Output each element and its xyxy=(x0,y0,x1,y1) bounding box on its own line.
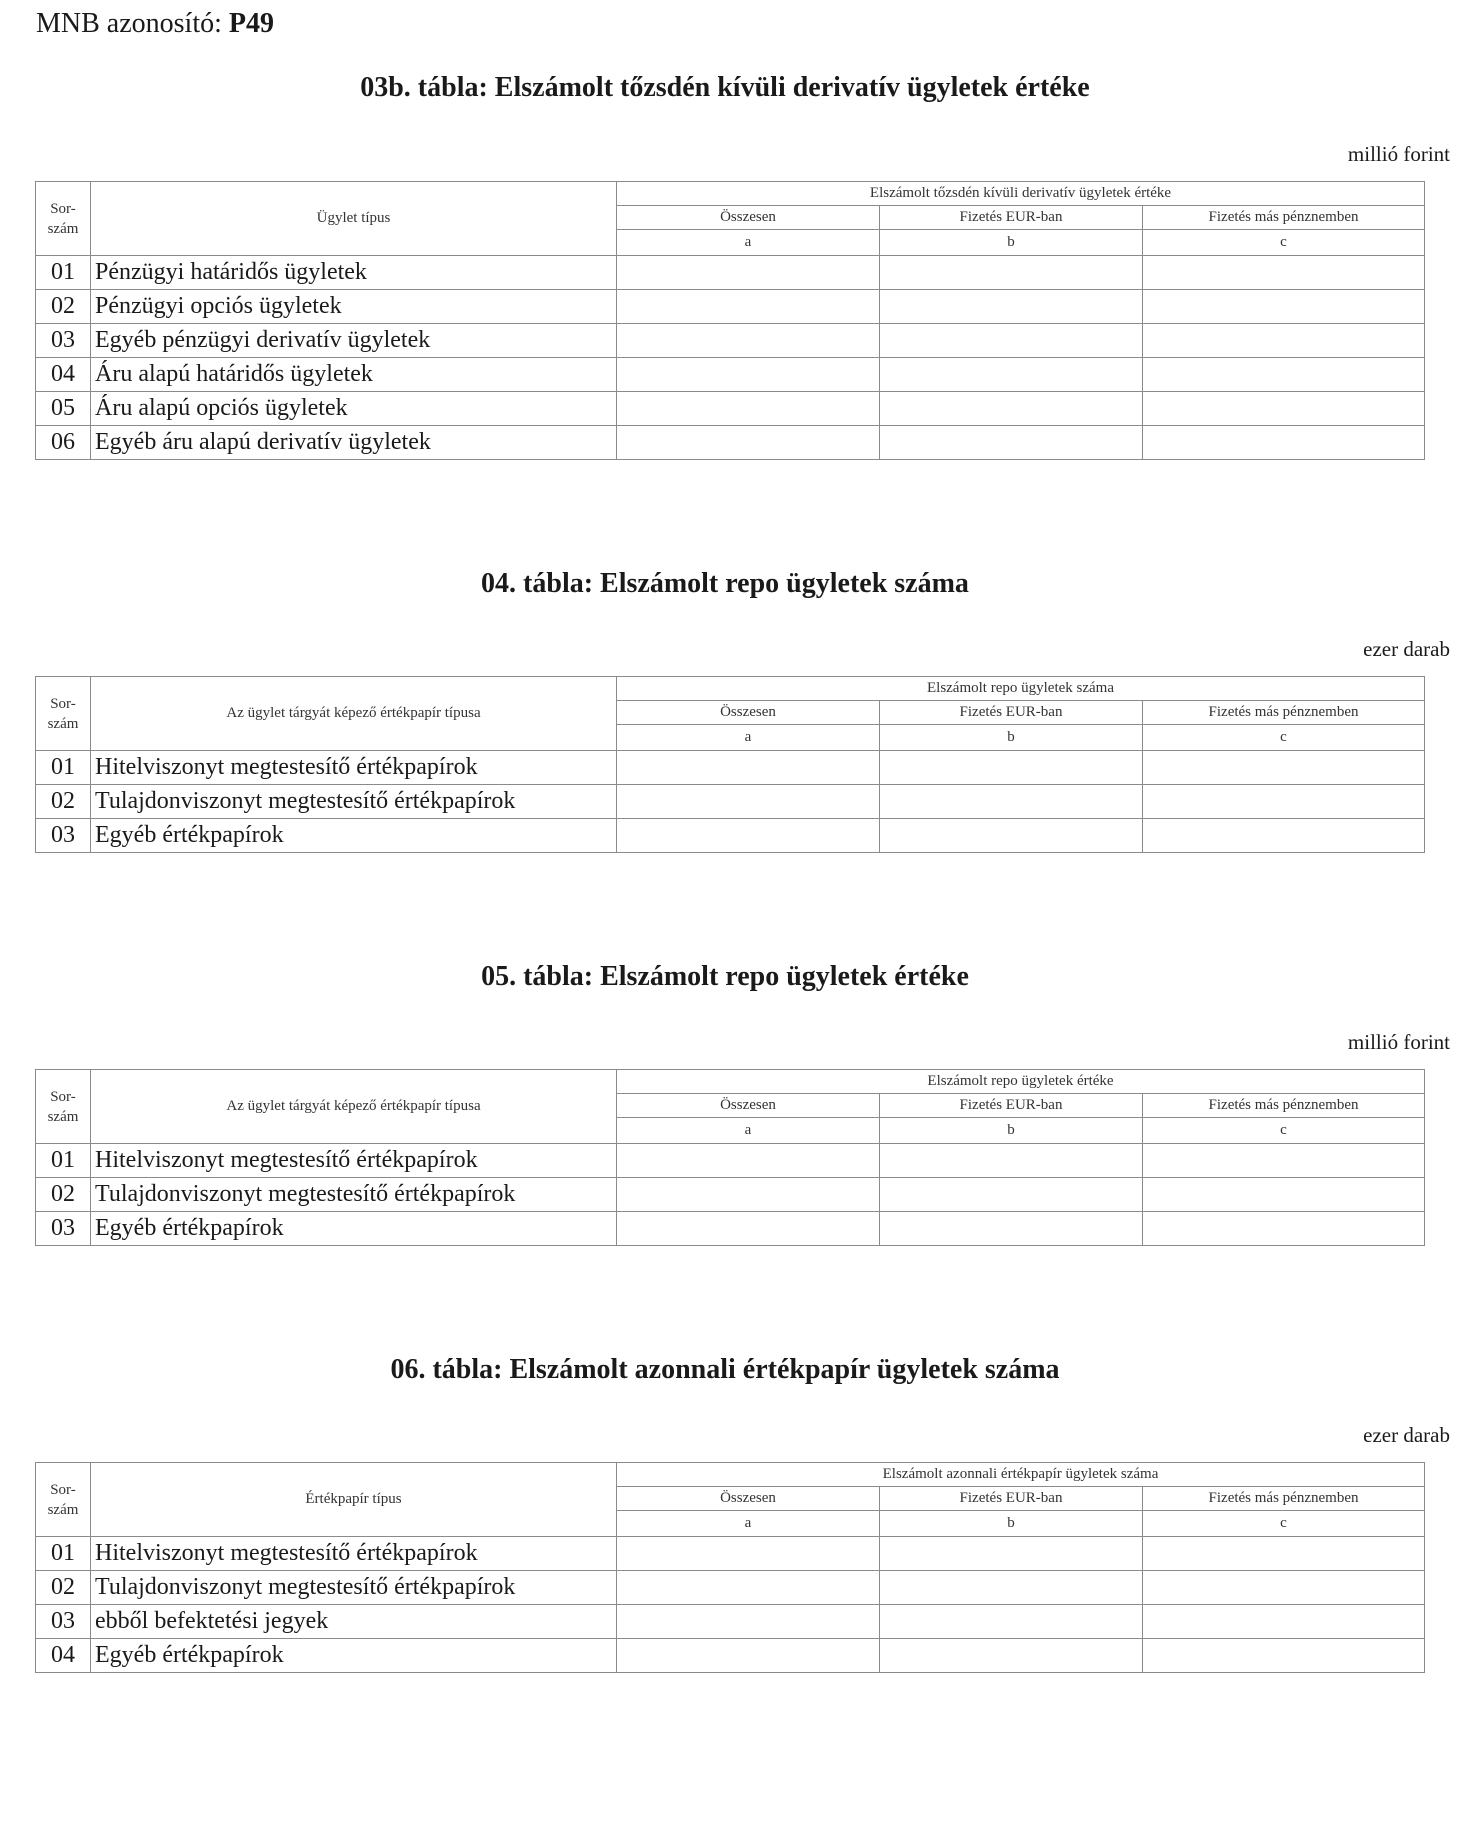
col-header-eur: Fizetés EUR-ban xyxy=(880,1094,1143,1118)
table-row xyxy=(36,256,1425,290)
table-06-title: 06. tábla: Elszámolt azonnali értékpapír ügyletek száma xyxy=(390,1354,1060,1385)
col-code-c: c xyxy=(1143,1118,1425,1144)
cell-osszesen[interactable] xyxy=(617,256,880,290)
cell-eur[interactable] xyxy=(880,290,1143,324)
row-label: Pénzügyi opciós ügyletek xyxy=(91,290,617,324)
table-row xyxy=(36,751,1425,785)
cell-eur[interactable] xyxy=(880,256,1143,290)
col-header-eur: Fizetés EUR-ban xyxy=(880,701,1143,725)
row-label: ebből befektetési jegyek xyxy=(91,1605,617,1639)
col-code-a: a xyxy=(617,1118,880,1144)
cell-mas[interactable] xyxy=(1143,358,1425,392)
row-number: 05 xyxy=(36,392,91,426)
row-number: 03 xyxy=(36,1605,91,1639)
cell-eur[interactable] xyxy=(880,819,1143,853)
cell-mas[interactable] xyxy=(1143,1537,1425,1571)
table-row xyxy=(36,1537,1425,1571)
col-header-mas: Fizetés más pénznemben xyxy=(1143,1094,1425,1118)
table-row xyxy=(36,426,1425,460)
table-04 xyxy=(35,676,1425,853)
cell-eur[interactable] xyxy=(880,324,1143,358)
cell-osszesen[interactable] xyxy=(617,392,880,426)
cell-osszesen[interactable] xyxy=(617,819,880,853)
col-header-osszesen: Összesen xyxy=(617,701,880,725)
cell-osszesen[interactable] xyxy=(617,1144,880,1178)
cell-osszesen[interactable] xyxy=(617,785,880,819)
cell-mas[interactable] xyxy=(1143,1144,1425,1178)
row-label: Hitelviszonyt megtestesítő értékpapírok xyxy=(91,1537,617,1571)
cell-mas[interactable] xyxy=(1143,392,1425,426)
row-label: Egyéb pénzügyi derivatív ügyletek xyxy=(91,324,617,358)
cell-mas[interactable] xyxy=(1143,751,1425,785)
row-label: Tulajdonviszonyt megtestesítő értékpapírok xyxy=(91,785,617,819)
row-number: 03 xyxy=(36,324,91,358)
table-row xyxy=(36,290,1425,324)
row-label: Hitelviszonyt megtestesítő értékpapírok xyxy=(91,1144,617,1178)
sorszam-header: Sor- szám xyxy=(36,1463,91,1537)
cell-eur[interactable] xyxy=(880,751,1143,785)
group-header: Elszámolt repo ügyletek száma xyxy=(617,677,1425,701)
cell-osszesen[interactable] xyxy=(617,1605,880,1639)
row-label: Pénzügyi határidős ügyletek xyxy=(91,256,617,290)
cell-osszesen[interactable] xyxy=(617,1639,880,1673)
row-number: 02 xyxy=(36,1571,91,1605)
cell-mas[interactable] xyxy=(1143,1605,1425,1639)
row-number: 04 xyxy=(36,1639,91,1673)
table-03b-unit: millió forint xyxy=(1347,142,1450,166)
row-label: Áru alapú opciós ügyletek xyxy=(91,392,617,426)
cell-osszesen[interactable] xyxy=(617,324,880,358)
col-code-a: a xyxy=(617,1511,880,1537)
col-header-eur: Fizetés EUR-ban xyxy=(880,206,1143,230)
table-row xyxy=(36,392,1425,426)
row-number: 02 xyxy=(36,290,91,324)
type-header: Az ügylet tárgyát képező értékpapír típusa xyxy=(91,677,617,751)
col-code-c: c xyxy=(1143,1511,1425,1537)
row-number: 01 xyxy=(36,256,91,290)
table-06 xyxy=(35,1462,1425,1673)
sorszam-header: Sor- szám xyxy=(36,182,91,256)
cell-mas[interactable] xyxy=(1143,290,1425,324)
col-header-mas: Fizetés más pénznemben xyxy=(1143,206,1425,230)
row-number: 03 xyxy=(36,1212,91,1246)
cell-mas[interactable] xyxy=(1143,1178,1425,1212)
row-label: Áru alapú határidős ügyletek xyxy=(91,358,617,392)
cell-osszesen[interactable] xyxy=(617,1178,880,1212)
cell-mas[interactable] xyxy=(1143,324,1425,358)
table-05 xyxy=(35,1069,1425,1246)
row-number: 04 xyxy=(36,358,91,392)
table-04-title: 04. tábla: Elszámolt repo ügyletek száma xyxy=(481,568,969,599)
row-label: Hitelviszonyt megtestesítő értékpapírok xyxy=(91,751,617,785)
table-row xyxy=(36,785,1425,819)
cell-eur[interactable] xyxy=(880,1571,1143,1605)
cell-osszesen[interactable] xyxy=(617,751,880,785)
table-row xyxy=(36,1144,1425,1178)
row-label: Egyéb áru alapú derivatív ügyletek xyxy=(91,426,617,460)
table-03b-title: 03b. tábla: Elszámolt tőzsdén kívüli derivatív ügyletek értéke xyxy=(360,72,1090,103)
table-row xyxy=(36,819,1425,853)
cell-mas[interactable] xyxy=(1143,1212,1425,1246)
row-label: Tulajdonviszonyt megtestesítő értékpapírok xyxy=(91,1571,617,1605)
cell-mas[interactable] xyxy=(1143,819,1425,853)
table-row xyxy=(36,1605,1425,1639)
cell-mas[interactable] xyxy=(1143,1639,1425,1673)
col-header-osszesen: Összesen xyxy=(617,206,880,230)
col-code-b: b xyxy=(880,230,1143,256)
table-row xyxy=(36,1639,1425,1673)
cell-osszesen[interactable] xyxy=(617,426,880,460)
row-number: 01 xyxy=(36,751,91,785)
col-code-b: b xyxy=(880,1511,1143,1537)
col-header-mas: Fizetés más pénznemben xyxy=(1143,1487,1425,1511)
cell-eur[interactable] xyxy=(880,785,1143,819)
table-row xyxy=(36,1571,1425,1605)
mnb-id-value: P49 xyxy=(228,8,274,39)
col-header-eur: Fizetés EUR-ban xyxy=(880,1487,1143,1511)
col-code-c: c xyxy=(1143,230,1425,256)
cell-eur[interactable] xyxy=(880,1212,1143,1246)
cell-eur[interactable] xyxy=(880,1605,1143,1639)
row-number: 03 xyxy=(36,819,91,853)
row-label: Egyéb értékpapírok xyxy=(91,1212,617,1246)
row-label: Egyéb értékpapírok xyxy=(91,1639,617,1673)
table-05-title: 05. tábla: Elszámolt repo ügyletek értéke xyxy=(481,961,969,992)
col-header-osszesen: Összesen xyxy=(617,1487,880,1511)
mnb-identifier xyxy=(36,8,274,40)
group-header: Elszámolt repo ügyletek értéke xyxy=(617,1070,1425,1094)
type-header: Az ügylet tárgyát képező értékpapír típusa xyxy=(91,1070,617,1144)
cell-eur[interactable] xyxy=(880,1639,1143,1673)
cell-mas[interactable] xyxy=(1143,256,1425,290)
type-header: Ügylet típus xyxy=(91,182,617,256)
col-code-a: a xyxy=(617,725,880,751)
table-row xyxy=(36,358,1425,392)
table-row xyxy=(36,1178,1425,1212)
cell-eur[interactable] xyxy=(880,1178,1143,1212)
row-number: 02 xyxy=(36,785,91,819)
table-04-unit: ezer darab xyxy=(1363,637,1450,661)
row-number: 02 xyxy=(36,1178,91,1212)
table-row xyxy=(36,1212,1425,1246)
table-03b xyxy=(35,181,1425,460)
col-header-osszesen: Összesen xyxy=(617,1094,880,1118)
cell-osszesen[interactable] xyxy=(617,1212,880,1246)
cell-mas[interactable] xyxy=(1143,785,1425,819)
row-number: 01 xyxy=(36,1144,91,1178)
cell-eur[interactable] xyxy=(880,1537,1143,1571)
table-06-unit: ezer darab xyxy=(1363,1423,1450,1447)
cell-mas[interactable] xyxy=(1143,426,1425,460)
col-code-b: b xyxy=(880,725,1143,751)
cell-osszesen[interactable] xyxy=(617,1571,880,1605)
mnb-id-label: MNB azonosító: xyxy=(36,8,222,39)
table-05-unit: millió forint xyxy=(1347,1030,1450,1054)
group-header: Elszámolt azonnali értékpapír ügyletek száma xyxy=(617,1463,1425,1487)
table-row xyxy=(36,324,1425,358)
cell-eur[interactable] xyxy=(880,1144,1143,1178)
sorszam-header: Sor- szám xyxy=(36,1070,91,1144)
group-header: Elszámolt tőzsdén kívüli derivatív ügyletek értéke xyxy=(617,182,1425,206)
cell-mas[interactable] xyxy=(1143,1571,1425,1605)
cell-osszesen[interactable] xyxy=(617,290,880,324)
cell-eur[interactable] xyxy=(880,426,1143,460)
cell-osszesen[interactable] xyxy=(617,1537,880,1571)
row-number: 06 xyxy=(36,426,91,460)
row-label: Egyéb értékpapírok xyxy=(91,819,617,853)
type-header: Értékpapír típus xyxy=(91,1463,617,1537)
col-header-mas: Fizetés más pénznemben xyxy=(1143,701,1425,725)
col-code-a: a xyxy=(617,230,880,256)
col-code-c: c xyxy=(1143,725,1425,751)
col-code-b: b xyxy=(880,1118,1143,1144)
sorszam-header: Sor- szám xyxy=(36,677,91,751)
row-label: Tulajdonviszonyt megtestesítő értékpapírok xyxy=(91,1178,617,1212)
cell-eur[interactable] xyxy=(880,358,1143,392)
cell-eur[interactable] xyxy=(880,392,1143,426)
row-number: 01 xyxy=(36,1537,91,1571)
cell-osszesen[interactable] xyxy=(617,358,880,392)
